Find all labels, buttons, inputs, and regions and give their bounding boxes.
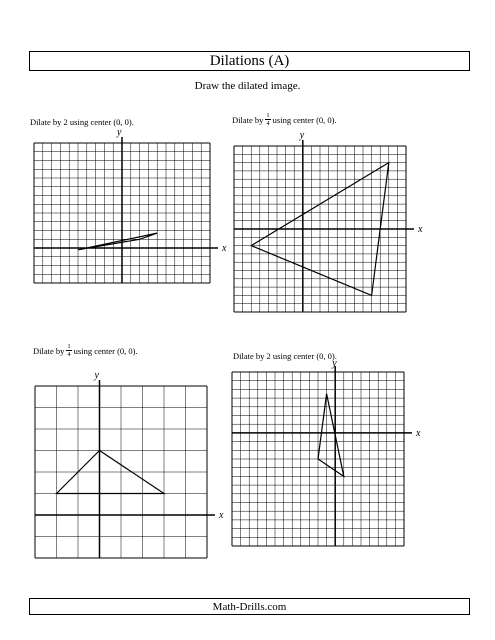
problem-1-prompt-text: Dilate by 2 using center (0, 0). [30, 117, 134, 127]
worksheet-title [29, 51, 470, 71]
problem-3-prompt-pre: Dilate by [33, 345, 65, 356]
problem-3-grid [35, 386, 207, 558]
x-axis-label: x [418, 224, 423, 235]
problem-4-prompt-text: Dilate by 2 using center (0, 0). [233, 351, 337, 361]
problem-2-prompt-pre: Dilate by [232, 114, 264, 125]
problem-2-scale-fraction [265, 112, 270, 127]
problem-4-graph [230, 358, 421, 550]
footer [29, 598, 470, 615]
problem-4-shape [318, 394, 344, 477]
problem-2-fraction-numerator: 1 [266, 112, 270, 119]
problem-3-prompt-post: using center (0, 0). [73, 345, 138, 356]
x-axis-label: x [219, 510, 224, 521]
problem-2-prompt [232, 112, 337, 127]
x-axis-label: x [222, 243, 227, 254]
problem-3-prompt [33, 343, 138, 358]
y-axis-label: y [299, 130, 305, 141]
y-axis-label: y [117, 127, 122, 138]
y-axis-label: y [332, 358, 337, 369]
footer-text: Math-Drills.com [212, 600, 287, 613]
problem-1-graph [30, 125, 227, 285]
problem-3-fraction-numerator: 1 [67, 343, 71, 350]
title-text: Dilations (A) [209, 52, 290, 69]
x-axis-label: x [416, 427, 421, 439]
problem-2-graph [232, 132, 422, 317]
problem-3-scale-fraction [66, 343, 71, 358]
y-axis-label: y [94, 370, 99, 381]
instructions: Draw the dilated image. [194, 80, 301, 92]
problem-3-fraction-denominator: 4 [67, 351, 71, 358]
problem-2-prompt-post: using center (0, 0). [272, 114, 337, 125]
problem-2-fraction-denominator: 4 [266, 120, 270, 127]
problem-3-graph [33, 366, 223, 561]
problem-4-prompt [233, 351, 337, 361]
